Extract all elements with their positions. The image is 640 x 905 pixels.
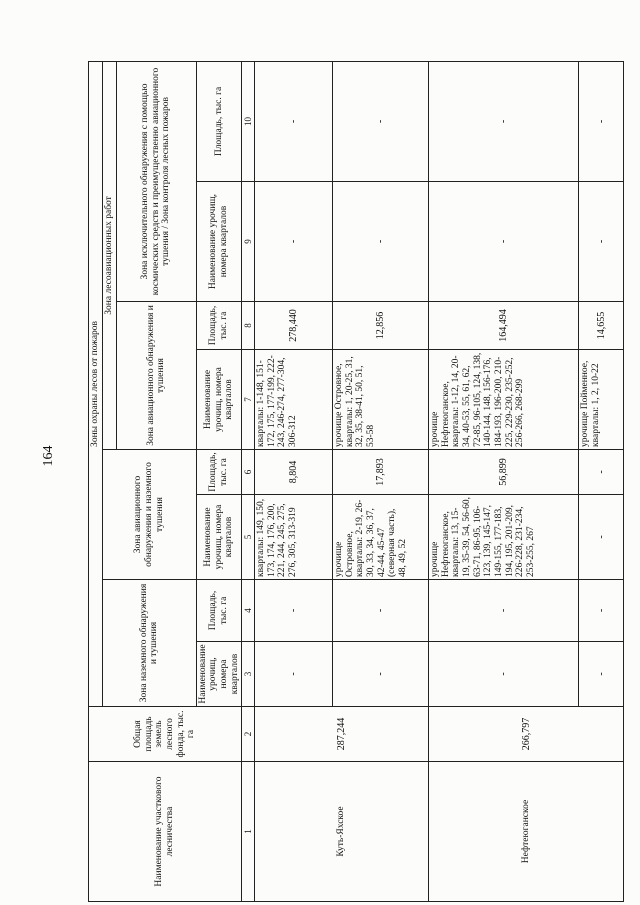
total-area-value: 266,797 (429, 707, 624, 762)
cell-tract: урочище Островное, кварталы: 1, 20-25, 31, 32, 35, 38-41, 50, 51, 53-58 (333, 350, 429, 450)
cell-area: 8,804 (255, 450, 333, 495)
header-zone-ground: Зона наземного обнаружения и тушения (103, 580, 197, 707)
fire-zones-table (88, 61, 624, 902)
district-name: Куть-Яхское (255, 762, 429, 902)
cell-area: 12,856 (333, 302, 429, 350)
cell-tract: - (255, 182, 333, 302)
cell-tract: урочище Нефтеюганское, кварталы: 1-12, 14, 20-34, 40-53, 55, 61, 62, 72-85, 96-105, 124, 138, 140-144, 148, 156-176, 184-193, 196-200, 210-225, 229-230, 235-252, 256-266, 268-299 (429, 350, 579, 450)
cell-tract: - (579, 182, 624, 302)
column-number: 7 (242, 350, 255, 450)
cell-area: - (429, 580, 579, 642)
cell-tract: - (579, 642, 624, 707)
cell-area: 56,899 (429, 450, 579, 495)
cell-area: 17,893 (333, 450, 429, 495)
cell-tract: урочище Островное, кварталы: 2-19, 26-30, 33, 34, 36, 37, 42-44, 45-47 (северная часть), 48, 49, 52 (333, 495, 429, 580)
cell-tract: - (255, 642, 333, 707)
cell-area: 14,655 (579, 302, 624, 350)
cell-area: - (579, 450, 624, 495)
cell-area: - (579, 580, 624, 642)
column-number: 2 (242, 707, 255, 762)
cell-tract: урочище Пойменное, кварталы: 1, 2, 10-22 (579, 350, 624, 450)
cell-tract: - (333, 182, 429, 302)
header-zone-space: Зона исключительного обнаружения с помощью космических средств и преимущественно авиационного тушения / Зона контроля лесных пожаров (116, 61, 196, 301)
column-number: 4 (242, 580, 255, 642)
rotated-table-wrapper (88, 62, 607, 902)
total-area-value: 287,244 (255, 707, 429, 762)
cell-area: - (333, 580, 429, 642)
table-row (429, 61, 579, 901)
cell-tract: кварталы: 149, 150, 173, 174, 176, 200, 221, 244, 245, 275, 276, 305, 313-319 (255, 495, 333, 580)
column-number: 5 (242, 495, 255, 580)
cell-tract: урочище Нефтеюганское, кварталы: 13, 15-19, 35-39, 54, 56-60, 63-71, 86-95, 106-123, 139, 145-147, 149-155, 177-183, 194, 195, 201-209, 226-228, 231-234, 253-255, 267 (429, 495, 579, 580)
header-zone-aviation: Зона авиационного обнаружения и тушения (116, 302, 196, 450)
cell-tract: - (579, 495, 624, 580)
header-tract-3: Наименование урочищ, номера кварталов (196, 642, 242, 707)
column-number: 10 (242, 61, 255, 181)
header-area-4: Площадь, тыс. га (196, 580, 242, 642)
cell-tract: кварталы: 1-148, 151-172, 175, 177-199, 222-243, 246-274, 277-304, 306-312 (255, 350, 333, 450)
column-number: 6 (242, 450, 255, 495)
column-number: 3 (242, 642, 255, 707)
cell-area: - (255, 580, 333, 642)
cell-area: - (579, 61, 624, 181)
cell-tract: - (333, 642, 429, 707)
column-number: 1 (242, 762, 255, 902)
header-zones-title: Зоны охраны лесов от пожаров (89, 61, 103, 706)
header-tract-9: Наименование урочищ, номера кварталов (196, 182, 242, 302)
district-name: Нефтеюганское (429, 762, 624, 902)
cell-area: - (333, 61, 429, 181)
column-number: 9 (242, 182, 255, 302)
header-aviation-works: Зона лесоавиационных работ (103, 61, 117, 449)
cell-area: 164,494 (429, 302, 579, 350)
cell-area: 278,440 (255, 302, 333, 350)
table-row (255, 61, 333, 901)
cell-tract: - (429, 642, 579, 707)
cell-area: - (429, 61, 579, 181)
header-total-area: Общая площадь земель лесного фонда, тыс. га (89, 707, 242, 762)
header-area-10: Площадь, тыс. га (196, 61, 242, 181)
column-number: 8 (242, 302, 255, 350)
header-tract-7: Наименование урочищ, номера кварталов (196, 350, 242, 450)
page-number: 164 (41, 445, 56, 467)
header-district: Наименование участкового лесничества (89, 762, 242, 902)
header-zone-aviation-ground: Зона авиационного обнаружения и наземного тушения (103, 450, 197, 580)
header-area-6: Площадь, тыс. га (196, 450, 242, 495)
header-tract-5: Наименование урочищ, номера кварталов (196, 495, 242, 580)
cell-area: - (255, 61, 333, 181)
header-area-8: Площадь, тыс. га (196, 302, 242, 350)
cell-tract: - (429, 182, 579, 302)
